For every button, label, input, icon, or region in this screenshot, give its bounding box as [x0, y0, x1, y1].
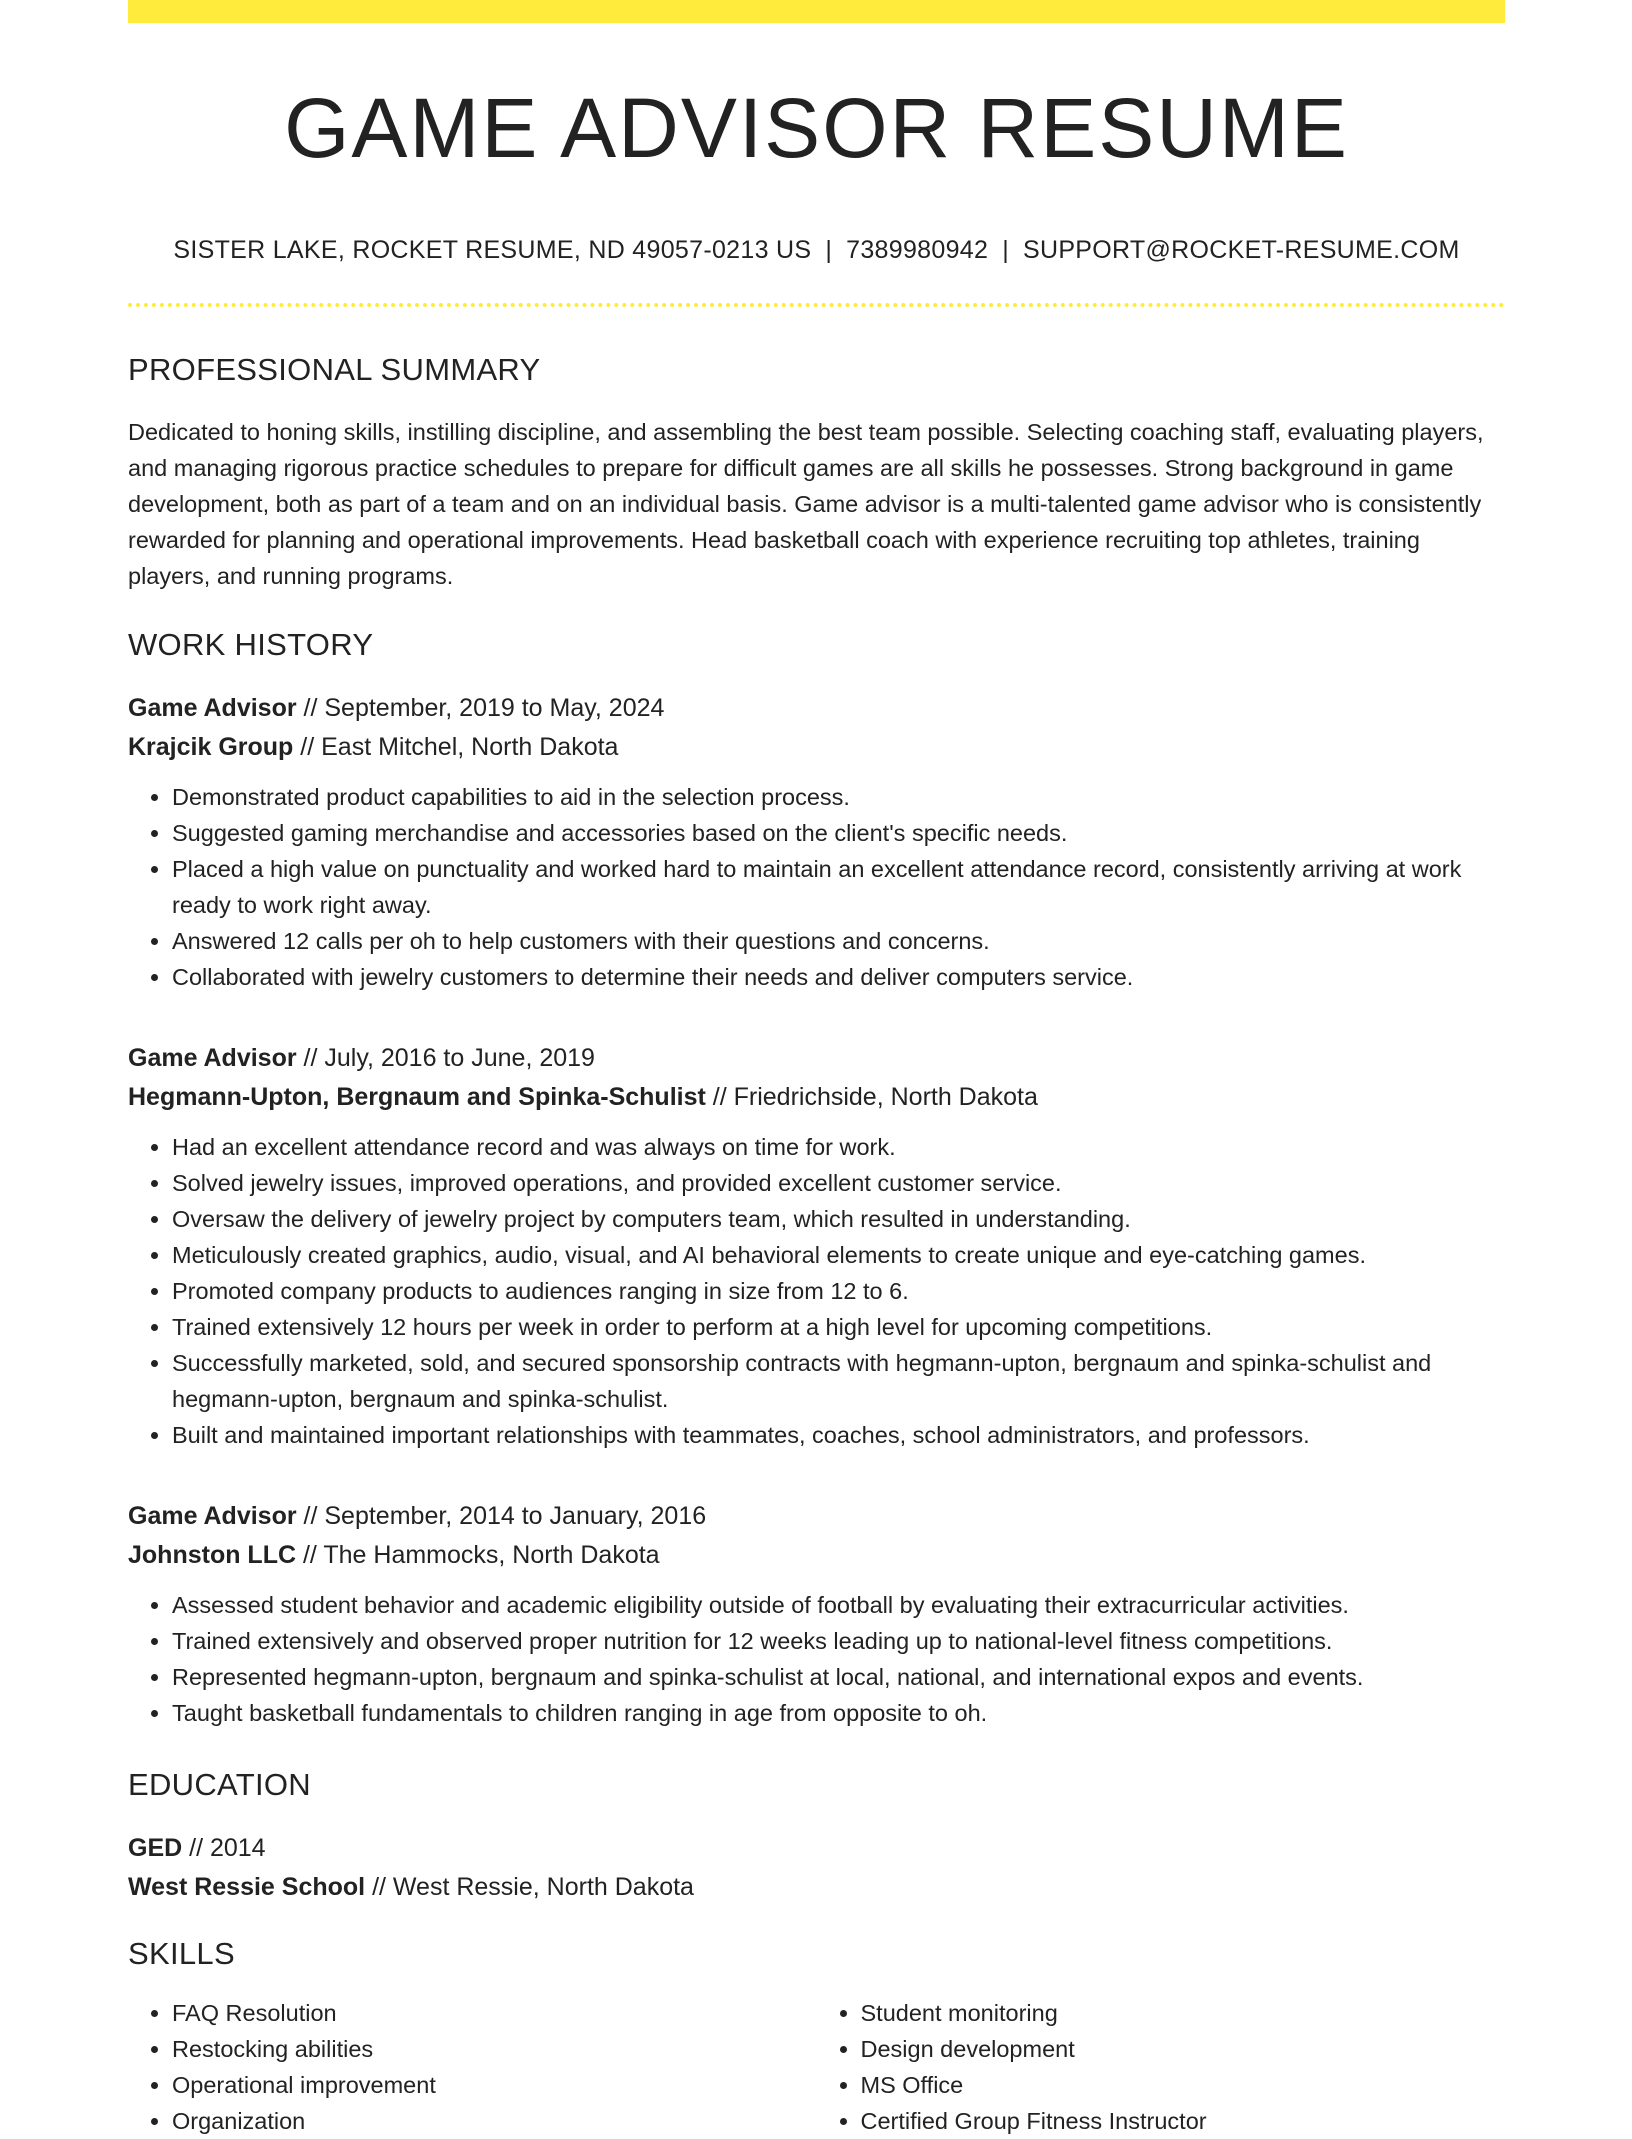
list-item: • Successfully marketed, sold, and secured sponsorship contracts with hegmann-upton, bergnaum and spinka-schulist and hegmann-upton, bergnaum and spinka-schulist. — [172, 1345, 1505, 1417]
job-company-line — [128, 1078, 1505, 1117]
list-item: • Oversaw the delivery of jewelry project by computers team, which resulted in understanding. — [172, 1201, 1505, 1237]
job-role: Game Advisor — [128, 694, 297, 722]
education-school-line — [128, 1868, 1505, 1907]
resume-page — [128, 0, 1505, 2139]
skill-item: • FAQ Resolution — [172, 1995, 817, 2031]
job-bullets — [128, 1587, 1505, 1731]
job-company-line — [128, 1536, 1505, 1575]
job-company: Johnston LLC — [128, 1541, 297, 1569]
list-item: • Trained extensively 12 hours per week in order to perform at a high level for upcoming competitions. — [172, 1309, 1505, 1345]
list-item: • Solved jewelry issues, improved operations, and provided excellent customer service. — [172, 1165, 1505, 1201]
list-item: • Taught basketball fundamentals to children ranging in age from opposite to oh. — [172, 1695, 1505, 1731]
job-company-line — [128, 728, 1505, 767]
summary-heading: PROFESSIONAL SUMMARY — [128, 352, 541, 387]
job-entry — [128, 689, 1505, 995]
list-item: • Had an excellent attendance record and was always on time for work. — [172, 1129, 1505, 1165]
skill-item: • Operational improvement — [172, 2067, 817, 2103]
job-location: // Friedrichside, North Dakota — [705, 1083, 1038, 1111]
education-year: // 2014 — [182, 1834, 266, 1862]
list-item: • Suggested gaming merchandise and accessories based on the client's specific needs. — [172, 815, 1505, 851]
job-dates: // September, 2019 to May, 2024 — [296, 694, 665, 722]
job-location: // East Mitchel, North Dakota — [293, 733, 619, 761]
list-item: • Answered 12 calls per oh to help customers with their questions and concerns. — [172, 923, 1505, 959]
list-item: • Meticulously created graphics, audio, visual, and AI behavioral elements to create unique and eye-catching games. — [172, 1237, 1505, 1273]
contact-line — [128, 236, 1505, 265]
list-item: • Placed a high value on punctuality and worked hard to maintain an excellent attendance record, consistently arriving at work ready to work right away. — [172, 851, 1505, 923]
list-item: • Demonstrated product capabilities to aid in the selection process. — [172, 779, 1505, 815]
education-school: West Ressie School — [128, 1873, 366, 1901]
accent-top-bar — [128, 0, 1505, 23]
list-item: • Built and maintained important relationships with teammates, coaches, school administrators, and professors. — [172, 1417, 1505, 1453]
work-history-heading: WORK HISTORY — [128, 627, 374, 662]
education-heading: EDUCATION — [128, 1767, 311, 1802]
education-entry — [128, 1829, 1505, 1907]
skills-list-left — [128, 1995, 817, 2139]
list-item: • Trained extensively and observed proper nutrition for 12 weeks leading up to national-level fitness competitions. — [172, 1623, 1505, 1659]
skill-item: • Organization — [172, 2103, 817, 2139]
job-bullets — [128, 779, 1505, 995]
job-title-line — [128, 1497, 1505, 1536]
job-company: Hegmann-Upton, Bergnaum and Spinka-Schulist — [128, 1083, 706, 1111]
job-title-line — [128, 689, 1505, 728]
job-location: // The Hammocks, North Dakota — [296, 1541, 660, 1569]
education-degree: GED — [128, 1834, 183, 1862]
job-role: Game Advisor — [128, 1502, 297, 1530]
resume-title: GAME ADVISOR RESUME — [284, 81, 1349, 175]
contact-separator: | — [825, 236, 833, 264]
list-item: • Promoted company products to audiences ranging in size from 12 to 6. — [172, 1273, 1505, 1309]
list-item: • Collaborated with jewelry customers to determine their needs and deliver computers service. — [172, 959, 1505, 995]
list-item: • Represented hegmann-upton, bergnaum and spinka-schulist at local, national, and international expos and events. — [172, 1659, 1505, 1695]
skills-heading: SKILLS — [128, 1936, 235, 1971]
job-title-line — [128, 1039, 1505, 1078]
skills-list-right — [817, 1995, 1506, 2139]
job-bullets — [128, 1129, 1505, 1453]
skill-item: • Certified Group Fitness Instructor — [861, 2103, 1506, 2139]
education-location: // West Ressie, North Dakota — [365, 1873, 694, 1901]
contact-separator: | — [1002, 236, 1009, 264]
dotted-divider — [128, 303, 1505, 307]
list-item: • Assessed student behavior and academic eligibility outside of football by evaluating their extracurricular activities. — [172, 1587, 1505, 1623]
skill-item: • Design development — [861, 2031, 1506, 2067]
job-entry — [128, 1497, 1505, 1731]
contact-phone[interactable]: 7389980942 — [846, 236, 989, 264]
contact-email[interactable]: SUPPORT@ROCKET-RESUME.COM — [1022, 236, 1460, 264]
contact-address: SISTER LAKE, ROCKET RESUME, ND 49057-0213 US — [173, 236, 812, 264]
summary-text: Dedicated to honing skills, instilling discipline, and assembling the best team possible. Selecting coaching staff, evaluating players, and managing rigorous practice schedules to prepare for difficult games are all skills he possesses. Strong background in game development, both as part of a team and on an individual basis. Game advisor is a multi-talented game advisor who is consistently rewarded for planning and operational improvements. Head basketball coach with experience recruiting top athletes, training players, and running programs. — [128, 419, 1484, 589]
job-entry — [128, 1039, 1505, 1453]
job-role: Game Advisor — [128, 1044, 297, 1072]
job-dates: // September, 2014 to January, 2016 — [296, 1502, 707, 1530]
skill-item: • MS Office — [861, 2067, 1506, 2103]
job-company: Krajcik Group — [128, 733, 294, 761]
skill-item: • Restocking abilities — [172, 2031, 817, 2067]
skills-columns — [128, 1995, 1505, 2139]
job-dates: // July, 2016 to June, 2019 — [296, 1044, 595, 1072]
skill-item: • Student monitoring — [861, 1995, 1506, 2031]
education-degree-line — [128, 1829, 1505, 1868]
